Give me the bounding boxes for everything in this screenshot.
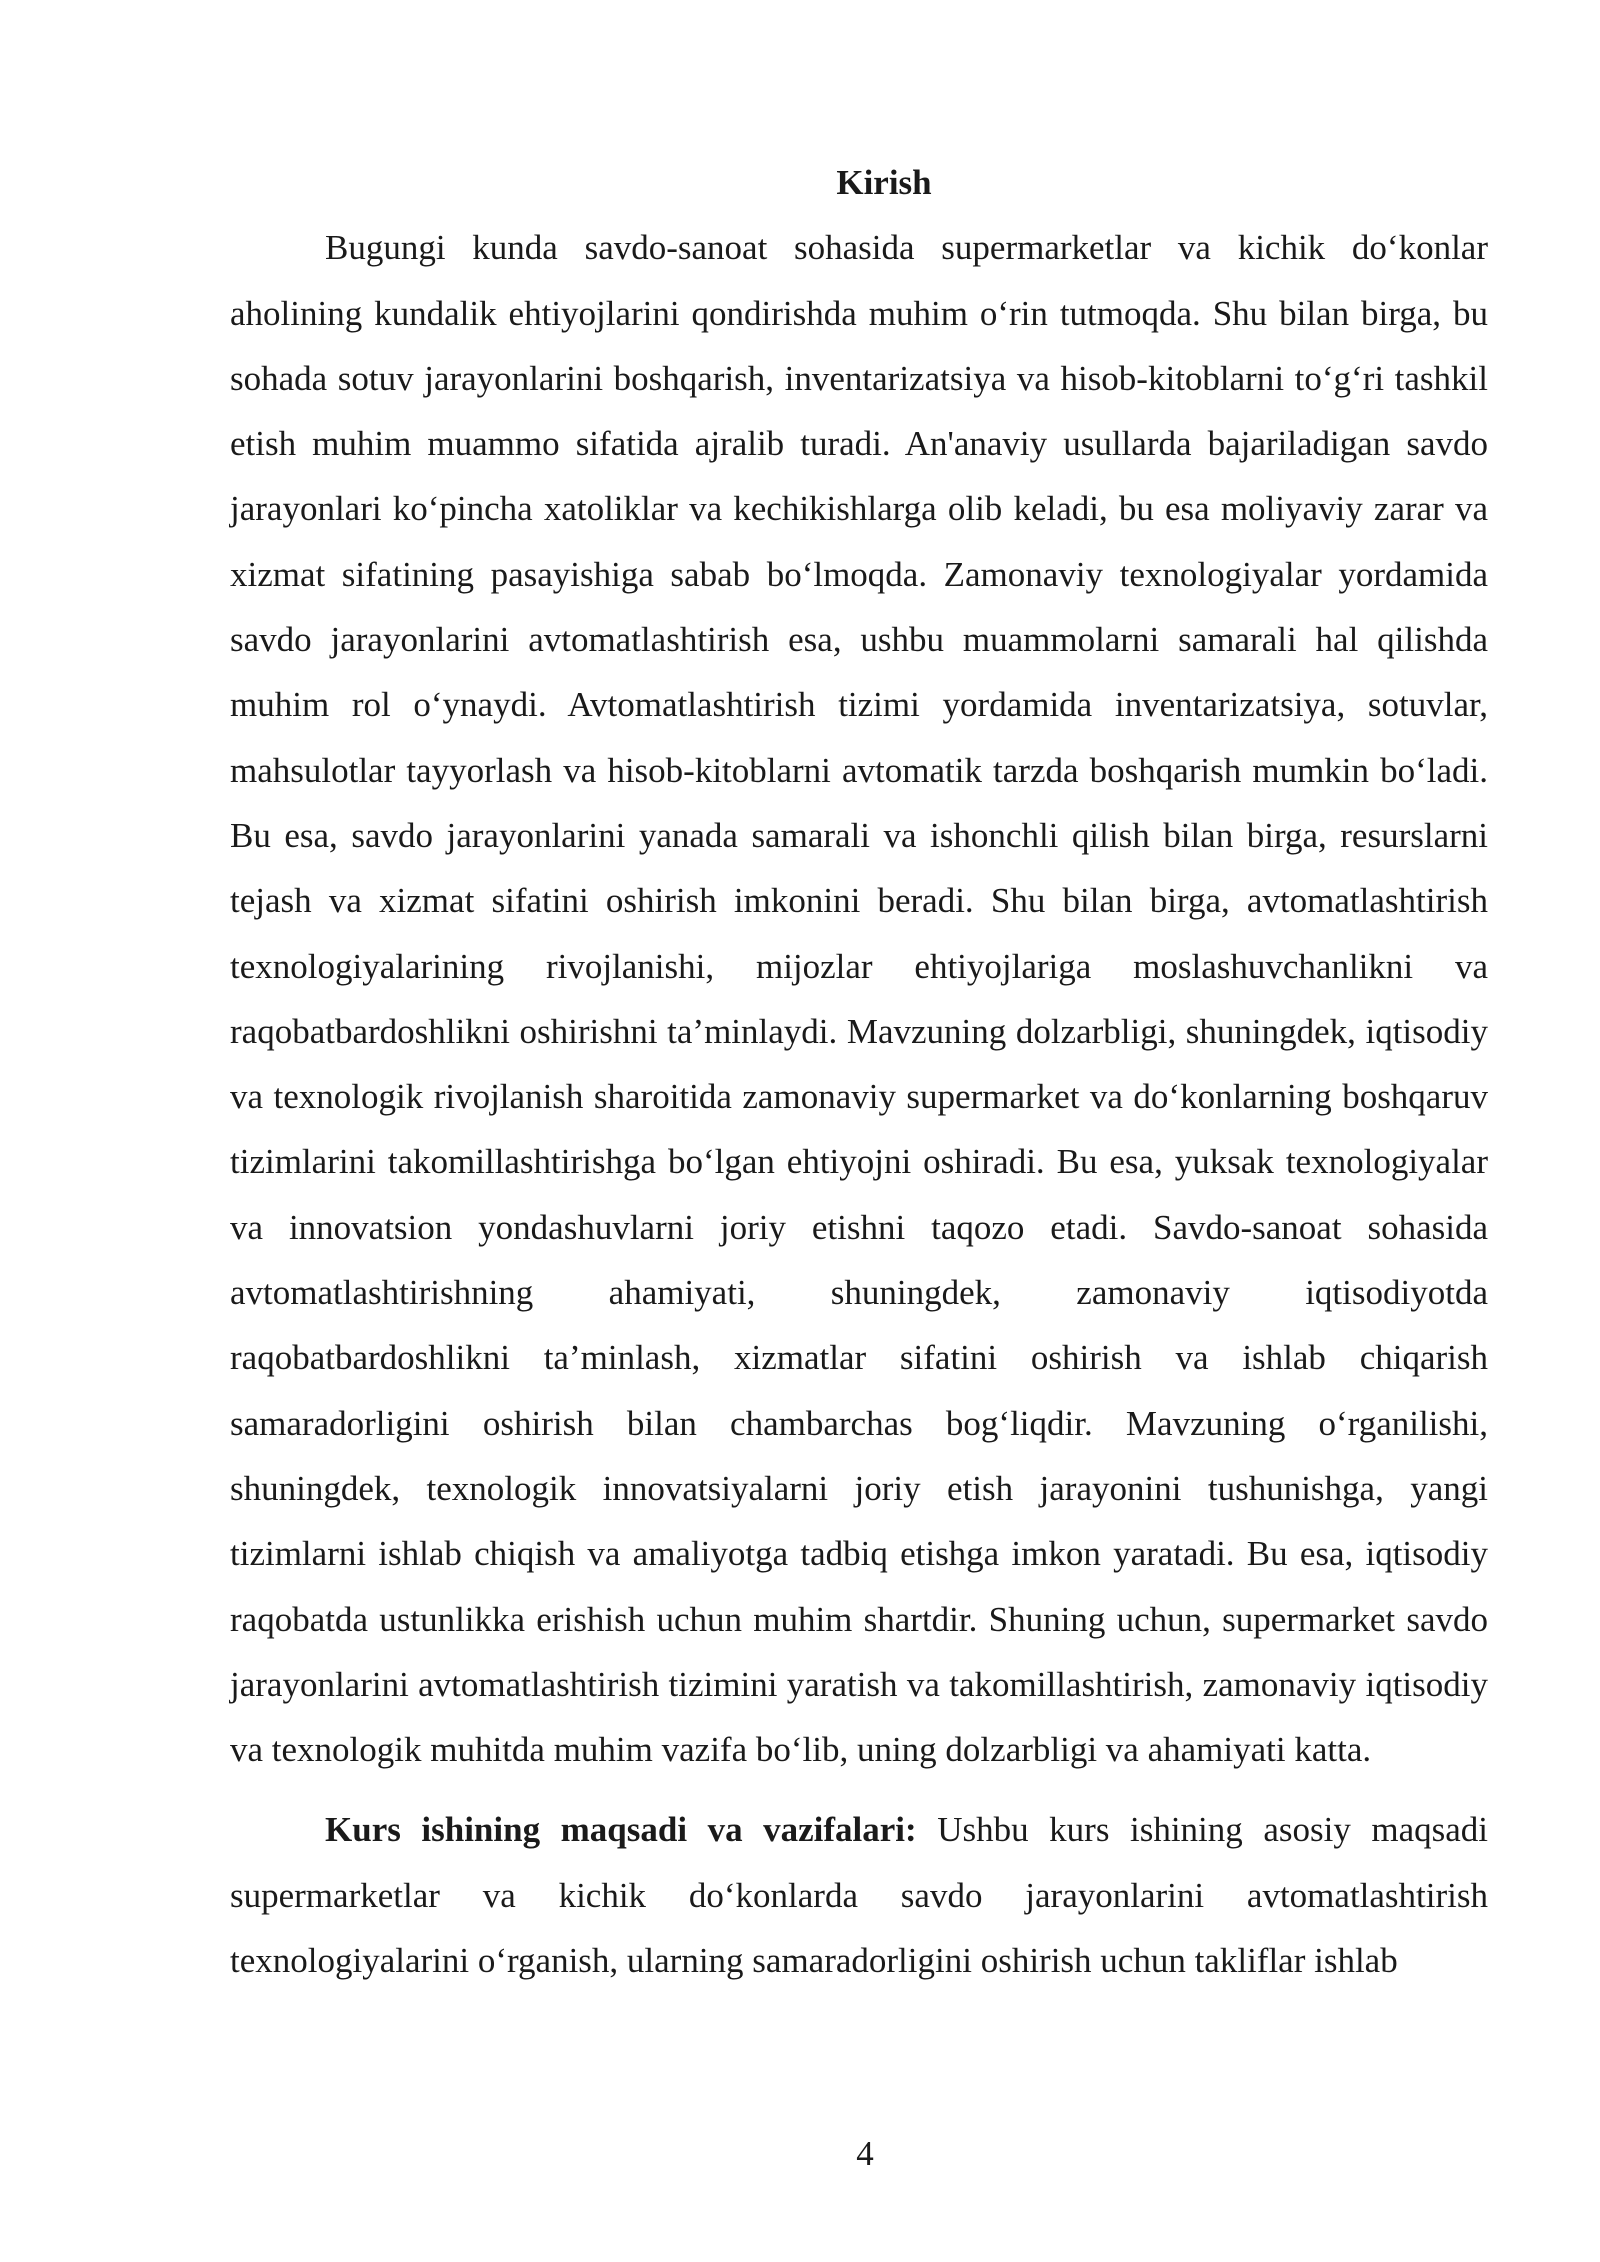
goals-paragraph [230, 1797, 1488, 1993]
intro-paragraph: Bugungi kunda savdo-sanoat sohasida supermarketlar va kichik do‘konlar aholining kundalik ehtiyojlarini qondirishda muhim o‘rin tutmoqda. Shu bilan birga, bu sohada sotuv jarayonlarini boshqarish, inventarizatsiya va hisob-kitoblarni to‘g‘ri tashkil etish muhim muammo sifatida ajralib turadi. An'anaviy usullarda bajariladigan savdo jarayonlari ko‘pincha xatoliklar va kechikishlarga olib keladi, bu esa moliyaviy zarar va xizmat sifatining pasayishiga sabab bo‘lmoqda. Zamonaviy texnologiyalar yordamida savdo jarayonlarini avtomatlashtirish esa, ushbu muammolarni samarali hal qilishda muhim rol o‘ynaydi. Avtomatlashtirish tizimi yordamida inventarizatsiya, sotuvlar, mahsulotlar tayyorlash va hisob-kitoblarni avtomatik tarzda boshqarish mumkin bo‘ladi. Bu esa, savdo jarayonlarini yanada samarali va ishonchli qilish bilan birga, resurslarni tejash va xizmat sifatini oshirish imkonini beradi. Shu bilan birga, avtomatlashtirish texnologiyalarining rivojlanishi, mijozlar ehtiyojlariga moslashuvchanlikni va raqobatbardoshlikni oshirishni ta’minlaydi. Mavzuning dolzarbligi, shuningdek, iqtisodiy va texnologik rivojlanish sharoitida zamonaviy supermarket va do‘konlarning boshqaruv tizimlarini takomillashtirishga bo‘lgan ehtiyojni oshiradi. Bu esa, yuksak texnologiyalar va innovatsion yondashuvlarni joriy etishni taqozo etadi. Savdo-sanoat sohasida avtomatlashtirishning ahamiyati, shuningdek, zamonaviy iqtisodiyotda raqobatbardoshlikni ta’minlash, xizmatlar sifatini oshirish va ishlab chiqarish samaradorligini oshirish bilan chambarchas bog‘liqdir. Mavzuning o‘rganilishi, shuningdek, texnologik innovatsiyalarni joriy etish jarayonini tushunishga, yangi tizimlarni ishlab chiqish va amaliyotga tadbiq etishga imkon yaratadi. Bu esa, iqtisodiy raqobatda ustunlikka erishish uchun muhim shartdir. Shuning uchun, supermarket savdo jarayonlarini avtomatlashtirish tizimini yaratish va takomillashtirish, zamonaviy iqtisodiy va texnologik muhitda muhim vazifa bo‘lib, uning dolzarbligi va ahamiyati katta. [230, 228, 1488, 1770]
goals-text: Ushbu kurs ishining asosiy maqsadi supermarketlar va kichik do‘konlarda savdo jarayonlarini avtomatlashtirish texnologiyalarini o‘rganish, ularning samaradorligini oshirish uchun takliflar ishlab [230, 1810, 1488, 1981]
page-title: Kirish [836, 163, 932, 202]
goals-heading: Kurs ishining maqsadi va vazifalari: [325, 1810, 917, 1850]
document-body [230, 150, 1488, 1993]
page-number: 4 [856, 2134, 874, 2173]
